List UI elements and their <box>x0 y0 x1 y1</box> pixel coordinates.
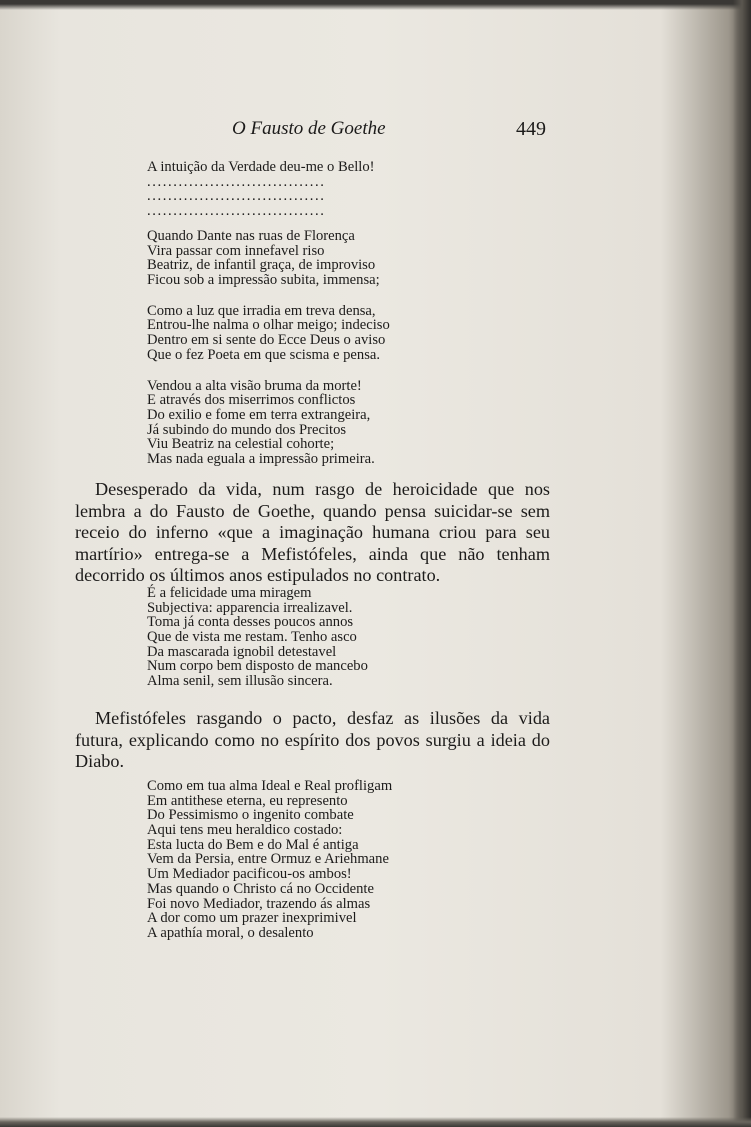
verse-line: Um Mediador pacificou-os ambos! <box>147 866 352 883</box>
verse-line: Já subindo do mundo dos Precitos <box>147 421 347 438</box>
verse-line: A intuição da Verdade deu-me o Bello! <box>147 159 375 175</box>
scan-right-edge <box>733 0 751 1127</box>
verse-line: Vira passar com innefavel riso <box>147 242 325 259</box>
verse-line: Como em tua alma Ideal e Real profligam <box>147 778 393 794</box>
verse-line: Do Pessimismo o ingenito combate <box>147 807 354 824</box>
verse-line: Beatriz, de infantil graça, de improviso <box>147 257 376 274</box>
ellipsis-line: .................................. <box>147 203 326 220</box>
verse-line: Subjectiva: apparencia irrealizavel. <box>147 599 353 616</box>
verse-line: Foi novo Mediador, trazendo ás almas <box>147 895 371 912</box>
stanza-break <box>147 288 390 304</box>
running-title: O Fausto de Goethe <box>232 118 386 139</box>
verse-line: Em antithese eterna, eu represento <box>147 792 348 809</box>
verse-line: Viu Beatriz na celestial cohorte; <box>147 436 335 453</box>
verse-line: A dor como um prazer inexprimivel <box>147 910 357 927</box>
verse-line: É a felicidade uma miragem <box>147 585 312 601</box>
verse-block-4 <box>147 779 392 941</box>
verse-line: Vem da Persia, entre Ormuz e Ariehmane <box>147 851 389 868</box>
ellipsis-line: .................................. <box>147 188 326 205</box>
verse-line: Da mascarada ignobil detestavel <box>147 643 337 660</box>
stanza-break <box>147 363 390 379</box>
verse-line: Que o fez Poeta em que scisma e pensa. <box>147 346 381 363</box>
verse-line: E através dos miserrimos conflictos <box>147 392 356 409</box>
verse-line: Esta lucta do Bem e do Mal é antiga <box>147 836 359 853</box>
verse-line: Do exilio e fome em terra extrangeira, <box>147 406 371 423</box>
verse-line: Dentro em si sente do Ecce Deus o aviso <box>147 332 386 349</box>
scan-top-edge <box>0 0 751 10</box>
page-header <box>0 118 751 144</box>
verse-line: Alma senil, sem illusão sincera. <box>147 673 333 690</box>
verse-line: Quando Dante nas ruas de Florença <box>147 228 355 244</box>
verse-line: Vendou a alta visão bruma da morte! <box>147 377 362 394</box>
ellipsis-line: .................................. <box>147 173 326 190</box>
verse-line: A apathía moral, o desalento <box>147 924 314 941</box>
verse-line: Ficou sob a impressão subita, immensa; <box>147 272 380 289</box>
verse-block-3 <box>147 586 368 689</box>
verse-line: Aqui tens meu heraldico costado: <box>147 822 343 839</box>
verse-line: Mas quando o Christo cá no Occidente <box>147 880 374 897</box>
paragraph-1: Desesperado da vida, num rasgo de heroicidade que nos lembra a do Fausto de Goethe, quando pensa suicidar-se sem receio do inferno «que a imaginação humana criou para seu martírio» entrega-se a Mefistófeles, ainda que não tenham decorrido os últimos anos estipulados no contrato. <box>75 479 550 585</box>
verse-block-1 <box>147 160 375 219</box>
verse-line: Entrou-lhe nalma o olhar meigo; indeciso <box>147 317 390 334</box>
page-number: 449 <box>516 118 546 140</box>
verse-line: Toma já conta desses poucos annos <box>147 614 354 631</box>
verse-line: Mas nada eguala a impressão primeira. <box>147 450 375 467</box>
scan-bottom-edge <box>0 1117 751 1127</box>
verse-line: Como a luz que irradia em treva densa, <box>147 302 376 319</box>
verse-line: Num corpo bem disposto de mancebo <box>147 658 368 675</box>
verse-line: Que de vista me restam. Tenho asco <box>147 629 357 646</box>
paragraph-2: Mefistófeles rasgando o pacto, desfaz as ilusões da vida futura, explicando como no espírito dos povos surgiu a ideia do Diabo. <box>75 708 550 771</box>
verse-block-2 <box>147 229 390 467</box>
